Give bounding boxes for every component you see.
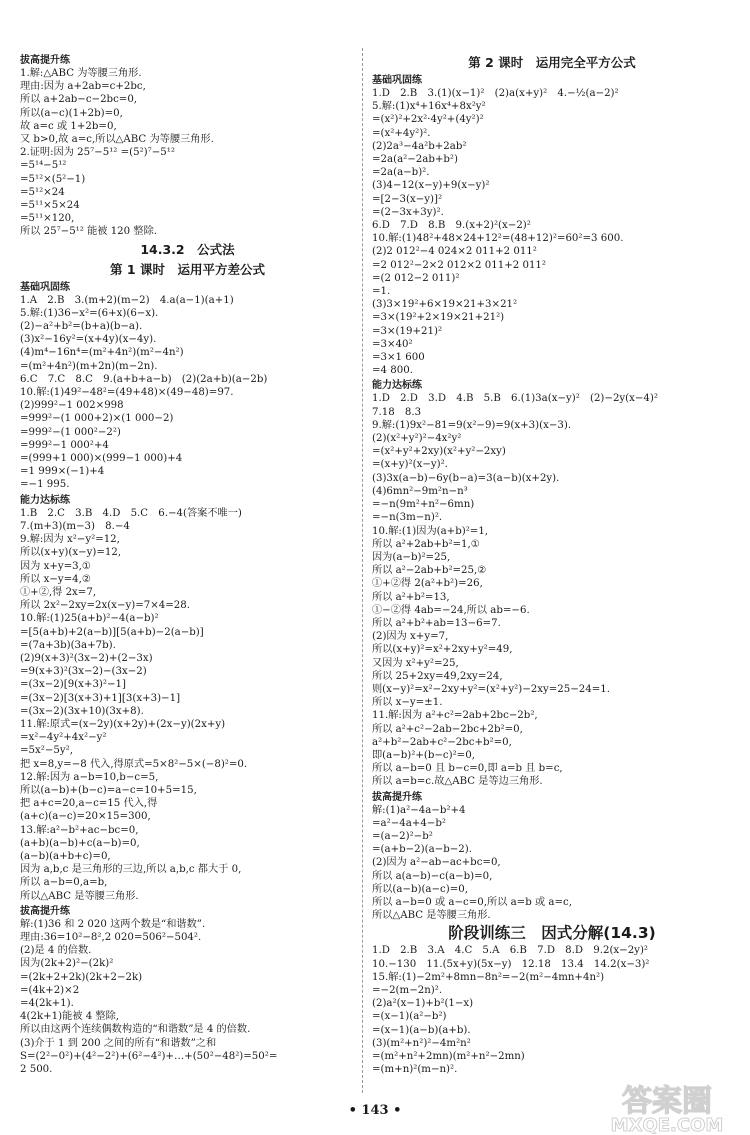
right-section-label: 基础巩固练 [372, 75, 422, 86]
right-answer-line: =2a(a−b)². [372, 167, 430, 179]
left-answer-line: 因为 x+y=3,① [20, 560, 92, 572]
left-answer-line: 1.解:△ABC 为等腰三角形. [20, 68, 142, 79]
left-answer-line: (2)999²−1 002×998 [20, 400, 124, 412]
left-answer-line: (2)−a²+b²=(b+a)(b−a). [20, 321, 143, 333]
right-answer-line: 则(x−y)²=x²−2xy+y²=(x²+y²)−2xy=25−24=1. [372, 683, 610, 695]
right-section-heading: 阶段训练三 因式分解(14.3) [448, 924, 656, 943]
left-answer-line: =(3x−2)[9(x+3)²−1] [20, 679, 126, 691]
left-answer-line: 1.B 2.C 3.B 4.D 5.C 6.−4(答案不唯一) [20, 507, 242, 519]
left-column [20, 52, 355, 1076]
left-answer-line: 理由:因为 a+2ab=c+2bc, [20, 81, 146, 93]
left-answer-line: =9(x+3)²(3x−2)−(3x−2) [20, 666, 147, 678]
left-answer-line: 又 b>0,故 a=c,所以△ABC 为等腰三角形. [20, 134, 214, 146]
left-answer-line: (2)是 4 的倍数. [20, 945, 92, 957]
left-section-label: 基础巩固练 [20, 281, 70, 293]
right-column [372, 52, 732, 1076]
left-answer-line: =999²−(1 000²−2²) [20, 426, 121, 438]
right-answer-line: 所以 a(a−b)−c(a−b)=0, [372, 870, 493, 882]
right-answer-line: 所以 a²+b²=13, [372, 591, 450, 603]
right-answer-line: =3×1 600 [372, 352, 425, 364]
right-answer-line: =(x+y)²(x−y)². [372, 459, 448, 471]
left-answer-line: =[5(a+b)+2(a−b)][5(a+b)−2(a−b)] [20, 626, 204, 638]
left-answer-line: 2 500. [20, 1064, 53, 1076]
left-answer-line: (4)m⁴−16n⁴=(m²+4n²)(m²−4n²) [20, 347, 184, 359]
left-section-label: 拔高提升练 [20, 55, 70, 66]
left-answer-line: =5¹²×24 [20, 186, 65, 198]
left-answer-line: =(m²+4n²)(m+2n)(m−2n). [20, 360, 158, 372]
right-answer-line: (3)3x(a−b)−6y(b−a)=3(a−b)(x+2y). [372, 472, 560, 484]
left-answer-line: =5¹¹×120, [20, 213, 75, 225]
right-answer-line: 10.解:(1)48²+48×24+12²=(48+12)²=60²=3 600. [372, 233, 624, 245]
right-answer-line: 即(a−b)²+(b−c)²=0, [372, 749, 475, 761]
left-answer-line: 理由:36=10²−8²,2 020=506²−504². [20, 931, 202, 943]
right-answer-line: a²+b²−2ab+c²−2bc+b²=0, [372, 736, 512, 748]
right-answer-line: =2 012²−2×2 012×2 011+2 011² [372, 259, 546, 271]
right-answer-line: =a²−4a+4−b² [372, 817, 446, 829]
left-answer-line: =x²−4y²+4x²−y² [20, 732, 107, 744]
right-section-heading: 第 2 课时 运用完全平方公式 [468, 55, 636, 70]
left-section-heading: 第 1 课时 运用平方差公式 [110, 261, 265, 277]
left-answer-line: (2)9(x+3)²(3x−2)+(2−3x) [20, 652, 153, 664]
right-answer-line: 7.18 8.3 [372, 406, 422, 418]
right-answer-line: 因为(a−b)²=25, [372, 551, 451, 563]
left-answer-line: (3)介于 1 到 200 之间的所有“和谐数”之和 [20, 1037, 217, 1049]
right-answer-line: =−n(3m−n)². [372, 512, 443, 524]
left-section-heading: 14.3.2 公式法 [140, 241, 235, 257]
right-answer-line: (2)(x²+y²)²−4x²y² [372, 433, 462, 445]
left-answer-line: 解:(1)36 和 2 020 这两个数是“和谐数”. [20, 918, 206, 930]
right-answer-line: 所以(a−b)(a−c)=0, [372, 883, 468, 895]
left-answer-line: 所以(a−c)(1+2b)=0, [20, 107, 123, 119]
left-answer-line: (a+b)(a−b)+c(a−b)=0, [20, 837, 140, 849]
right-answer-line: (2)a²(x−1)+b²(1−x) [372, 998, 474, 1010]
right-answer-line: (4)6mn²−9m²n−n³ [372, 485, 468, 497]
right-answer-line: 1.D 2.B 3.A 4.C 5.A 6.B 7.D 8.D 9.2(x−2y)² [372, 945, 648, 957]
right-answer-line: 10.−130 11.(5x+y)(5x−y) 12.18 13.4 14.2(x−3)² [372, 958, 650, 970]
column-divider [362, 48, 363, 1093]
left-answer-line: 4(2k+1)能被 4 整除, [20, 1011, 120, 1023]
left-answer-line: 11.解:原式=(x−2y)(x+2y)+(2x−y)(2x+y) [20, 718, 226, 730]
left-answer-line: (3)x²−16y²=(x+4y)(x−4y). [20, 334, 157, 346]
left-answer-line: 所以 a+2ab−c−2bc=0, [20, 94, 138, 106]
left-answer-line: 因为 a,b,c 是三角形的三边,所以 a,b,c 都大于 0, [20, 864, 242, 876]
right-answer-line: =(m²+n²+2mn)(m²+n²−2mn) [372, 1051, 525, 1063]
right-answer-line: 所以 a−b=0 或 a−c=0,所以 a=b 或 a=c, [372, 896, 572, 908]
left-answer-line: 所以(x+y)(x−y)=12, [20, 547, 122, 559]
right-answer-line: 5.解:(1)x⁴+16x⁴+8x²y² [372, 101, 486, 113]
left-answer-line: 所以 2x²−2xy=2x(x−y)=7×4=28. [20, 600, 190, 612]
left-answer-line: 2.证明:因为 25⁷−5¹² =(5²)⁷−5¹² [20, 147, 175, 159]
left-answer-line: =(3x−2)[3(x+3)+1][3(x+3)−1] [20, 692, 181, 704]
right-answer-line: =(x−1)(a²−b²) [372, 1011, 447, 1023]
right-answer-line: 所以 25+2xy=49,2xy=24, [372, 670, 503, 682]
right-answer-line: =[2−3(x−y)]² [372, 193, 443, 205]
right-answer-line: 1.D 2.D 3.D 4.B 5.B 6.(1)3a(x−y)² (2)−2y(x−4)² [372, 393, 658, 405]
right-answer-line: 所以△ABC 是等腰三角形. [372, 910, 491, 922]
right-answer-line: 所以 a=b=c.故△ABC 是等边三角形. [372, 776, 543, 788]
left-answer-line: 10.解:(1)49²−48²=(49+48)×(49−48)=97. [20, 387, 234, 399]
right-answer-line: (3)3×19²+6×19×21+3×21² [372, 299, 518, 311]
left-answer-line: =(7a+3b)(3a+7b). [20, 639, 116, 651]
right-section-label: 拔高提升练 [372, 791, 422, 803]
left-answer-line: 故 a=c 或 1+2b=0, [20, 120, 117, 132]
left-answer-line: =4(2k+1). [20, 998, 74, 1009]
left-answer-line: 5.解:(1)36−x²=(6+x)(6−x). [20, 307, 159, 319]
right-answer-line: 1.D 2.B 3.(1)(x−1)² (2)a(x+y)² 4.−½(a−2)² [372, 88, 619, 99]
right-answer-line: 11.解:因为 a²+c²=2ab+2bc−2b², [372, 710, 538, 722]
right-answer-line: ①−②得 4ab=−24,所以 ab=−6. [372, 604, 530, 616]
right-answer-line: ①+②得 2(a²+b²)=26, [372, 578, 483, 590]
right-answer-line: 所以 x−y=±1. [372, 697, 443, 709]
right-answer-line: =1. [372, 286, 391, 298]
left-answer-line: 所以 a−b=0,a=b, [20, 877, 108, 889]
page-number: • 143 • [348, 1103, 402, 1118]
right-answer-line: 所以(x+y)²=x²+2xy+y²=49, [372, 644, 513, 656]
left-answer-line: =(999+1 000)×(999−1 000)+4 [20, 453, 183, 465]
right-answer-line: 所以 a²−2ab+b²=25,② [372, 565, 487, 577]
right-answer-line: 解:(1)a²−4a−b²+4 [372, 804, 466, 816]
left-answer-line: =−1 995. [20, 479, 70, 491]
left-answer-line: ①+②,得 2x=7, [20, 586, 97, 598]
right-answer-line: (2)2a³−4a²b+2ab² [372, 140, 467, 152]
right-answer-line: 10.解:(1)因为(a+b)²=1, [372, 525, 489, 537]
left-answer-line: 所以 x−y=4,② [20, 573, 92, 585]
right-answer-line: =(a+b−2)(a−b−2). [372, 844, 472, 856]
right-answer-line: 所以 a²+b²+ab=13−6=7. [372, 617, 501, 629]
left-answer-line: (a+c)(a−c)=20×15=300, [20, 811, 151, 823]
right-answer-line: =(x²)²+2x²·4y²+(4y²)² [372, 114, 484, 126]
left-answer-line: 6.C 7.C 8.C 9.(a+b+a−b) (2)(2a+b)(a−2b) [20, 373, 268, 385]
right-answer-line: =(2−3x+3y)². [372, 206, 444, 218]
watermark-bottom: MXQE.COM [610, 1115, 724, 1135]
left-answer-line: 所以由这两个连续偶数构造的“和谐数”是 4 的倍数. [20, 1024, 251, 1036]
right-answer-line: (2)2 012²−4 024×2 011+2 011² [372, 246, 537, 258]
left-answer-line: S=(2²−0²)+(4²−2²)+(6²−4²)+…+(50²−48²)=50²= [20, 1050, 278, 1062]
right-answer-line: =4 800. [372, 365, 413, 377]
left-answer-line: =5¹⁴−5¹² [20, 160, 67, 172]
right-answer-line: 所以 a²+c²−2ab−2bc+2b²=0, [372, 723, 523, 735]
right-answer-line: =(m+n)²(m−n)². [372, 1064, 458, 1076]
watermark-top: 答案圈 [622, 1084, 712, 1119]
left-section-label: 拔高提升练 [20, 905, 70, 917]
right-answer-line: 6.D 7.D 8.B 9.(x+2)²(x−2)² [372, 220, 531, 232]
left-answer-line: =5¹¹×5×24 [20, 200, 80, 212]
left-answer-line: =5¹²×(5²−1) [20, 173, 86, 185]
left-section-label: 能力达标练 [20, 494, 70, 506]
left-answer-line: =(3x−2)(3x+10)(3x+8). [20, 705, 144, 717]
right-answer-line: 又因为 x²+y²=25, [372, 657, 459, 669]
left-answer-line: 9.解:因为 x²−y²=12, [20, 534, 120, 546]
left-answer-line: =999²−(1 000+2)×(1 000−2) [20, 413, 174, 425]
right-answer-line: =(x²+4y²)². [372, 127, 431, 139]
left-answer-line: 所以△ABC 是等腰三角形. [20, 890, 139, 902]
watermark-logo [588, 1075, 746, 1135]
right-answer-line: =−2(m−2n)². [372, 985, 443, 996]
left-answer-line: 10.解:(1)25(a+b)²−4(a−b)² [20, 613, 159, 625]
left-answer-line: =999²−1 000²+4 [20, 439, 109, 451]
right-answer-line: 9.解:(1)9x²−81=9(x²−9)=9(x+3)(x−3). [372, 419, 572, 431]
right-answer-line: (3)4−12(x−y)+9(x−y)² [372, 180, 490, 192]
left-answer-line: 把 a+c=20,a−c=15 代入,得 [20, 798, 158, 810]
right-section-label: 能力达标练 [372, 380, 422, 392]
right-answer-line: (3)(m²+n²)²−4m²n² [372, 1037, 471, 1049]
right-answer-line: =3×(19²+2×19×21+21²) [372, 312, 505, 324]
left-answer-line: 所以(a−b)+(b−c)=a−c=10+5=15, [20, 784, 197, 796]
left-answer-line: (a−b)(a+b+c)=0, [20, 850, 111, 862]
right-answer-line: (2)因为 a²−ab−ac+bc=0, [372, 857, 501, 869]
left-answer-line: =(4k+2)×2 [20, 984, 80, 996]
left-answer-line: =(2k+2+2k)(2k+2−2k) [20, 971, 143, 983]
left-answer-line: =1 999×(−1)+4 [20, 466, 105, 478]
right-answer-line: =(2 012−2 011)² [372, 272, 460, 284]
right-answer-line: =3×40² [372, 338, 413, 350]
right-answer-line: 所以 a−b=0 且 b−c=0,即 a=b 且 b=c, [372, 763, 563, 775]
left-answer-line: =5x²−5y², [20, 745, 73, 757]
right-answer-line: =−n(9m²+n²−6mn) [372, 499, 475, 511]
left-answer-line: 7.(m+3)(m−3) 8.−4 [20, 520, 130, 532]
left-answer-line: 因为(2k+2)²−(2k)² [20, 958, 114, 970]
left-answer-line: 12.解:因为 a−b=10,b−c=5, [20, 771, 159, 783]
right-answer-line: 15.解:(1)−2m²+8mn−8n²=−2(m²−4mn+4n²) [372, 971, 605, 983]
left-answer-line: 13.解:a²−b²+ac−bc=0, [20, 824, 139, 836]
right-answer-line: =(a−2)²−b² [372, 830, 433, 842]
left-answer-line: 把 x=8,y=−8 代入,得原式=5×8²−5×(−8)²=0. [20, 758, 248, 770]
right-answer-line: =3×(19+21)² [372, 325, 443, 337]
right-answer-line: =(x−1)(a−b)(a+b). [372, 1024, 471, 1036]
left-answer-line: 1.A 2.B 3.(m+2)(m−2) 4.a(a−1)(a+1) [20, 294, 234, 306]
right-answer-line: 所以 a²+2ab+b²=1,① [372, 538, 480, 550]
right-answer-line: =2a(a²−2ab+b²) [372, 154, 458, 166]
left-answer-line: 所以 25⁷−5¹² 能被 120 整除. [20, 226, 157, 238]
right-answer-line: =(x²+y²+2xy)(x²+y²−2xy) [372, 446, 506, 458]
right-answer-line: (2)因为 x+y=7, [372, 631, 449, 643]
